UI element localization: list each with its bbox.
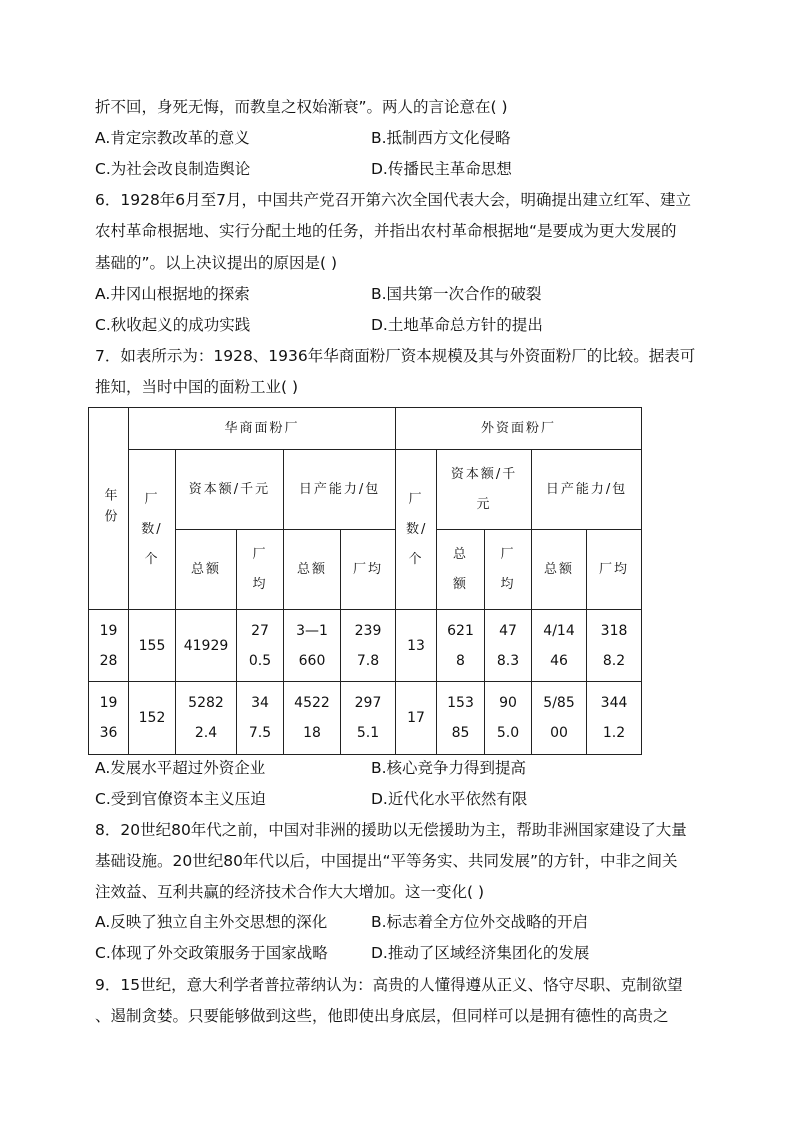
q8-stem-line2: 基础设施。20世纪80年代以后，中国提出“平等务实、共同发展”的方针，中非之间关 [95,852,678,870]
header-hs-output: 日产能力/包 [284,450,396,530]
header-wz-factories: 厂数/个 [396,450,437,610]
cell-wz-cap-total: 6218 [437,610,485,682]
q8-stem-line3: 注效益、互利共赢的经济技术合作大大增加。这一变化( ) [95,883,485,901]
q8-option-c[interactable]: C.体现了外交政策服务于国家战略 [95,944,328,962]
cell-hs-out-total: 3—1660 [284,610,341,682]
cell-wz-cap-avg: 478.3 [485,610,532,682]
cell-hs-out-avg: 2975.1 [341,682,396,755]
header-hs-out-avg: 厂均 [341,530,396,610]
cell-wz-out-avg: 3188.2 [587,610,642,682]
q7-stem-line1: 7．如表所示为：1928、1936年华商面粉厂资本规模及其与外资面粉厂的比较。据表可 [95,347,696,365]
flour-mill-table [88,407,642,755]
q8-stem-line1: 8．20世纪80年代之前，中国对非洲的援助以无偿援助为主，帮助非洲国家建设了大量 [95,821,687,839]
header-hs-out-total: 总额 [284,530,341,610]
cell-wz-cap-total: 15385 [437,682,485,755]
cell-hs-cap-avg: 347.5 [237,682,284,755]
cell-wz-out-total: 4/1446 [532,610,587,682]
cell-hs-num: 152 [129,682,176,755]
q6-option-d[interactable]: D.土地革命总方针的提出 [371,316,543,334]
q7-option-a[interactable]: A.发展水平超过外资企业 [95,759,266,777]
q5-stem-tail: 折不回，身死无悔，而教皇之权始渐衰”。两人的言论意在( ) [95,98,508,116]
q5-option-b[interactable]: B.抵制西方文化侵略 [371,129,511,147]
q6-option-b[interactable]: B.国共第一次合作的破裂 [371,285,542,303]
header-waizi: 外资面粉厂 [396,408,642,450]
q7-option-c[interactable]: C.受到官僚资本主义压迫 [95,790,266,808]
cell-hs-out-total: 452218 [284,682,341,755]
header-hs-cap-avg: 厂均 [237,530,284,610]
q8-option-a[interactable]: A.反映了独立自主外交思想的深化 [95,913,328,931]
cell-hs-out-avg: 2397.8 [341,610,396,682]
cell-hs-num: 155 [129,610,176,682]
q5-option-c[interactable]: C.为社会改良制造舆论 [95,160,251,178]
cell-wz-num: 17 [396,682,437,755]
q8-option-b[interactable]: B.标志着全方位外交战略的开启 [371,913,589,931]
cell-hs-cap-total: 41929 [176,610,237,682]
q7-stem-line2: 推知，当时中国的面粉工业( ) [95,378,299,396]
cell-hs-cap-avg: 270.5 [237,610,284,682]
header-wz-cap-total: 总额 [437,530,485,610]
header-huashang: 华商面粉厂 [129,408,396,450]
q6-option-c[interactable]: C.秋收起义的成功实践 [95,316,251,334]
header-hs-factories: 厂数/个 [129,450,176,610]
q5-option-a[interactable]: A.肯定宗教改革的意义 [95,129,250,147]
q5-option-d[interactable]: D.传播民主革命思想 [371,160,512,178]
cell-wz-num: 13 [396,610,437,682]
q6-stem-line3: 基础的”。以上决议提出的原因是( ) [95,254,338,272]
cell-year: 1928 [89,610,129,682]
header-year: 年份 [89,408,129,610]
header-wz-capital: 资本额/千元 [437,450,532,530]
q6-stem-line2: 农村革命根据地、实行分配土地的任务，并指出农村革命根据地“是要成为更大发展的 [95,222,677,240]
table-row [89,682,642,755]
q8-option-d[interactable]: D.推动了区域经济集团化的发展 [371,944,590,962]
q7-option-d[interactable]: D.近代化水平依然有限 [371,790,528,808]
header-hs-cap-total: 总额 [176,530,237,610]
q6-option-a[interactable]: A.井冈山根据地的探索 [95,285,250,303]
cell-wz-cap-avg: 905.0 [485,682,532,755]
header-wz-out-avg: 厂均 [587,530,642,610]
cell-hs-cap-total: 52822.4 [176,682,237,755]
header-wz-output: 日产能力/包 [532,450,642,530]
table-row [89,610,642,682]
cell-year: 1936 [89,682,129,755]
cell-wz-out-total: 5/8500 [532,682,587,755]
header-wz-out-total: 总额 [532,530,587,610]
cell-wz-out-avg: 3441.2 [587,682,642,755]
header-hs-capital: 资本额/千元 [176,450,284,530]
q7-option-b[interactable]: B.核心竞争力得到提高 [371,759,527,777]
q9-stem-line1: 9．15世纪，意大利学者普拉蒂纳认为：高贵的人懂得遵从正义、恪守尽职、克制欲望 [95,976,683,994]
q6-stem-line1: 6．1928年6月至7月，中国共产党召开第六次全国代表大会，明确提出建立红军、建立 [95,191,692,209]
header-wz-cap-avg: 厂均 [485,530,532,610]
q9-stem-line2: 、遏制贪婪。只要能够做到这些，他即使出身底层，但同样可以是拥有德性的高贵之 [95,1007,669,1025]
